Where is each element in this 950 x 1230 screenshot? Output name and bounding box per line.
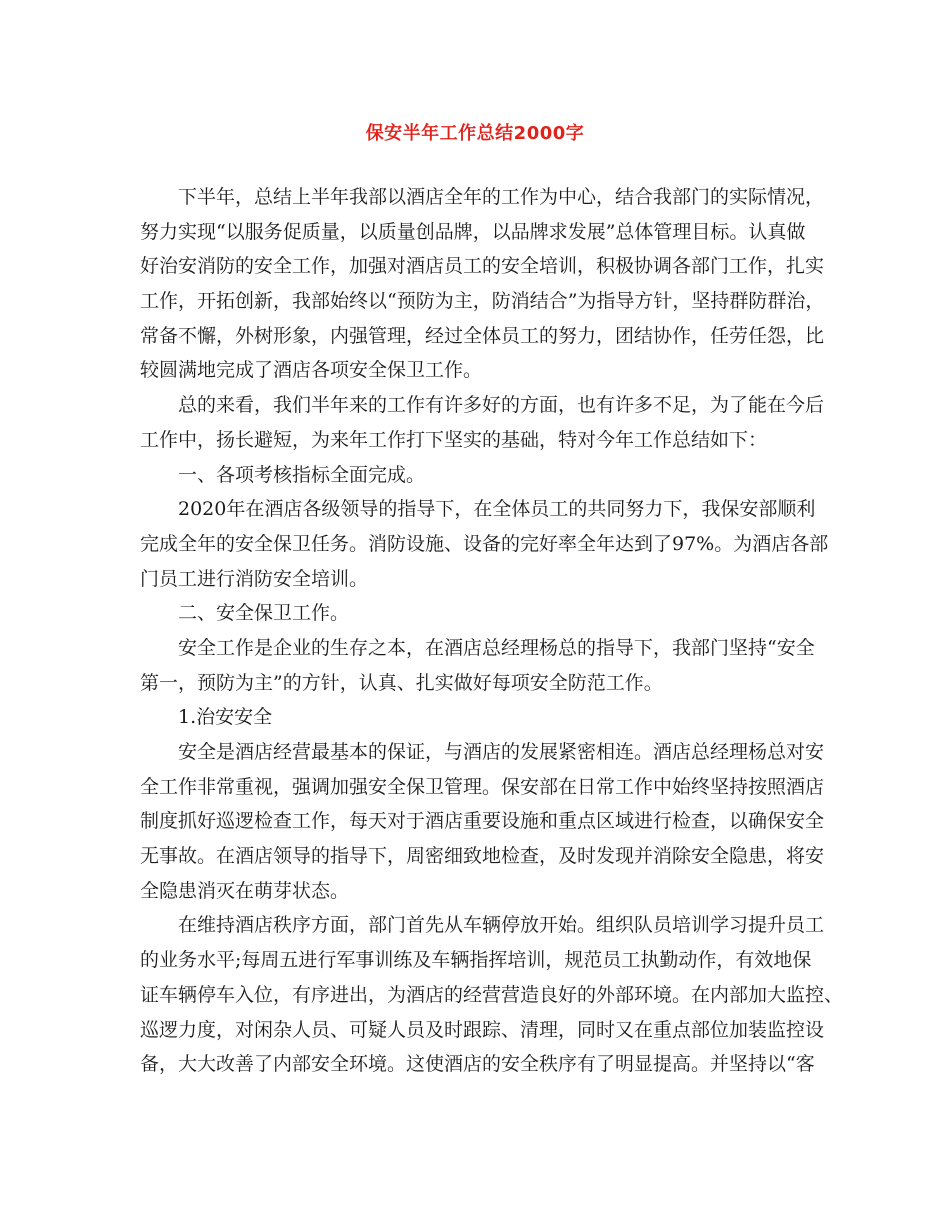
body-line: 第一，预防为主”的方针，认真、扎实做好每项安全防范工作。 (140, 671, 663, 694)
document-body (140, 180, 844, 1082)
body-line: 无事故。在酒店领导的指导下，周密细致地检查，及时发现并消除安全隐患，将安 (140, 845, 825, 868)
body-line: 安全工作是企业的生存之本，在酒店总经理杨总的指导下，我部门坚持“安全 (178, 636, 815, 659)
body-line: 总的来看，我们半年来的工作有许多好的方面，也有许多不足，为了能在今后 (178, 394, 825, 417)
body-line: 的业务水平;每周五进行军事训练及车辆指挥培训，规范员工执勤动作，有效地保 (140, 949, 812, 972)
body-line: 工作，开拓创新，我部始终以“预防为主，防消结合”为指导方针，坚持群防群治， (140, 290, 825, 313)
body-line: 巡逻力度，对闲杂人员、可疑人员及时跟踪、清理，同时又在重点部位加装监控设 (140, 1018, 825, 1041)
body-line: 在维持酒店秩序方面，部门首先从车辆停放开始。组织队员培训学习提升员工 (178, 914, 825, 937)
body-line: 1.治安安全 (178, 706, 273, 729)
body-line: 2020年在酒店各级领导的指导下，在全体员工的共同努力下，我保安部顺利 (178, 498, 816, 521)
body-line: 较圆满地完成了酒店各项安全保卫工作。 (140, 359, 483, 382)
body-line: 下半年，总结上半年我部以酒店全年的工作为中心，结合我部门的实际情况， (178, 186, 825, 208)
body-line: 一、各项考核指标全面完成。 (178, 463, 426, 486)
body-line: 全工作非常重视，强调加强安全保卫管理。保安部在日常工作中始终坚持按照酒店 (140, 775, 825, 798)
body-line: 努力实现“以服务促质量，以质量创品牌，以品牌求发展”总体管理目标。认真做 (140, 220, 806, 243)
body-line: 制度抓好巡逻检查工作，每天对于酒店重要设施和重点区域进行检查，以确保安全 (140, 810, 825, 833)
body-line: 常备不懈，外树形象，内强管理，经过全体员工的努力，团结协作，任劳任怨，比 (140, 324, 825, 347)
body-line: 安全是酒店经营最基本的保证，与酒店的发展紧密相连。酒店总经理杨总对安 (178, 741, 825, 763)
body-line: 门员工进行消防安全培训。 (140, 567, 369, 590)
body-line: 备，大大改善了内部安全环境。这使酒店的安全秩序有了明显提高。并坚持以“客 (140, 1053, 815, 1076)
document-title: 保安半年工作总结2000字 (365, 123, 585, 144)
body-line: 全隐患消灭在萌芽状态。 (140, 879, 350, 902)
body-line: 完成全年的安全保卫任务。消防设施、设备的完好率全年达到了97%。为酒店各部 (140, 532, 829, 555)
body-line: 工作中，扬长避短，为来年工作打下坚实的基础，特对今年工作总结如下： (140, 428, 768, 451)
body-line: 二、安全保卫工作。 (178, 602, 350, 625)
body-line: 好治安消防的安全工作，加强对酒店员工的安全培训，积极协调各部门工作，扎实 (140, 255, 825, 278)
body-line: 证车辆停车入位，有序进出，为酒店的经营营造良好的外部环境。在内部加大监控、 (140, 983, 844, 1006)
